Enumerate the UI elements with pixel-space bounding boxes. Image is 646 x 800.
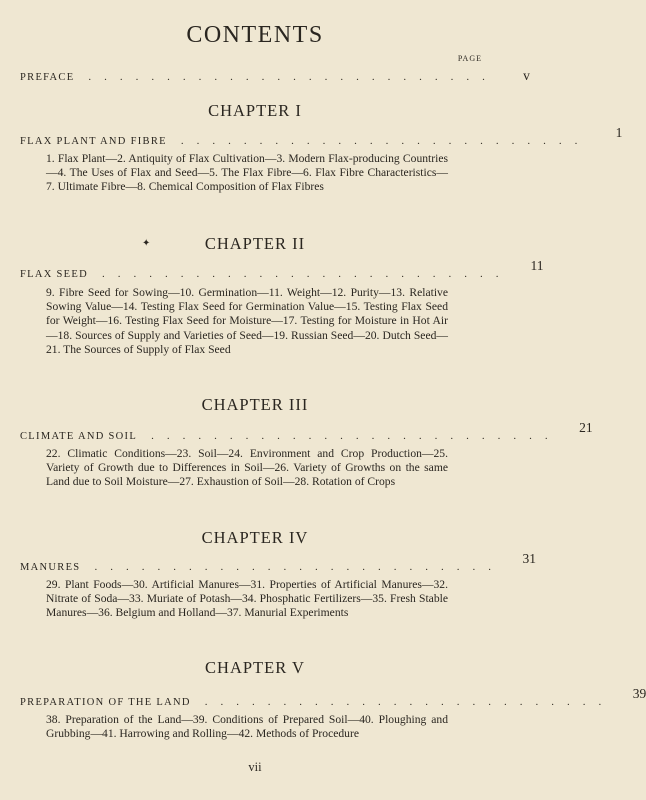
toc-entry-preface[interactable] (20, 68, 530, 84)
chapter-heading: CHAPTER II (204, 234, 306, 253)
leader-dots: .......................... (204, 696, 615, 708)
page-folio: vii (248, 760, 262, 774)
toc-entry-chapter-2[interactable] (20, 258, 544, 281)
leader-dots: .......................... (180, 135, 591, 147)
entry-title: MANURES (20, 562, 81, 573)
page-column-label: PAGE (457, 54, 482, 63)
entry-title: FLAX PLANT AND FIBRE (20, 136, 167, 147)
page-number: 11 (530, 258, 544, 273)
page-title: CONTENTS (186, 22, 324, 48)
toc-entry-chapter-3[interactable] (20, 420, 593, 443)
page-number: 21 (579, 420, 593, 435)
toc-entry-chapter-5[interactable] (20, 686, 646, 709)
toc-entry-chapter-1[interactable] (20, 125, 623, 148)
chapter-heading: CHAPTER I (208, 101, 302, 120)
page-number: 31 (522, 551, 536, 566)
chapter-sections: 22. Climatic Conditions—23. Soil—24. Environment and Crop Production—25. Variety of Growth due to Differences in Soil—26. Variety of Growths on the same Land due to Soil Moisture—27. Exhaustion of Soil—28. Rotation of Crops (46, 447, 448, 489)
entry-title: PREFACE (20, 72, 75, 83)
chapter-heading: CHAPTER III (201, 395, 309, 414)
chapter-sections: 1. Flax Plant—2. Antiquity of Flax Cultivation—3. Modern Flax-producing Countries—4. The Uses of Flax and Seed—5. The Flax Fibre—6. Flax Fibre Characteristics—7. Ultimate Fibre—8. Chemical Composition of Flax Fibres (46, 152, 448, 194)
chapter-sections: 29. Plant Foods—30. Artificial Manures—31. Properties of Artificial Manures—32. Nitrate of Soda—33. Muriate of Potash—34. Phosphatic Fertilizers—35. Fresh Stable Manures—36. Belgium and Holland—37. Manurial Experiments (46, 578, 448, 620)
chapter-sections: 38. Preparation of the Land—39. Conditions of Prepared Soil—40. Ploughing and Grubbing—41. Harrowing and Rolling—42. Methods of Procedure (46, 713, 448, 741)
chapter-sections: 9. Fibre Seed for Sowing—10. Germination—11. Weight—12. Purity—13. Relative Sowing Value—14. Testing Flax Seed for Germination Value—15. Testing Flax Seed for Weight—16. Testing Flax Seed for Moisture—17. Testing for Moisture in Hot Air—18. Sources of Supply and Varieties of Seed—19. Russian Seed—20. Dutch Seed—21. The Sources of Supply of Flax Seed (46, 286, 448, 356)
ink-blot: ✦ (142, 238, 151, 249)
page-number: 1 (615, 125, 623, 140)
entry-title: FLAX SEED (20, 269, 88, 280)
leader-dots: .......................... (102, 268, 512, 280)
toc-entry-chapter-4[interactable] (20, 551, 536, 574)
page-number: v (523, 68, 530, 83)
page-number: 39 (632, 686, 646, 701)
leader-dots: .......................... (151, 430, 561, 442)
entry-title: CLIMATE AND SOIL (20, 431, 138, 442)
leader-dots: .......................... (88, 71, 498, 83)
chapter-heading: CHAPTER IV (201, 528, 309, 547)
leader-dots: .......................... (94, 561, 504, 573)
entry-title: PREPARATION OF THE LAND (20, 697, 191, 708)
chapter-heading: CHAPTER V (205, 658, 305, 677)
